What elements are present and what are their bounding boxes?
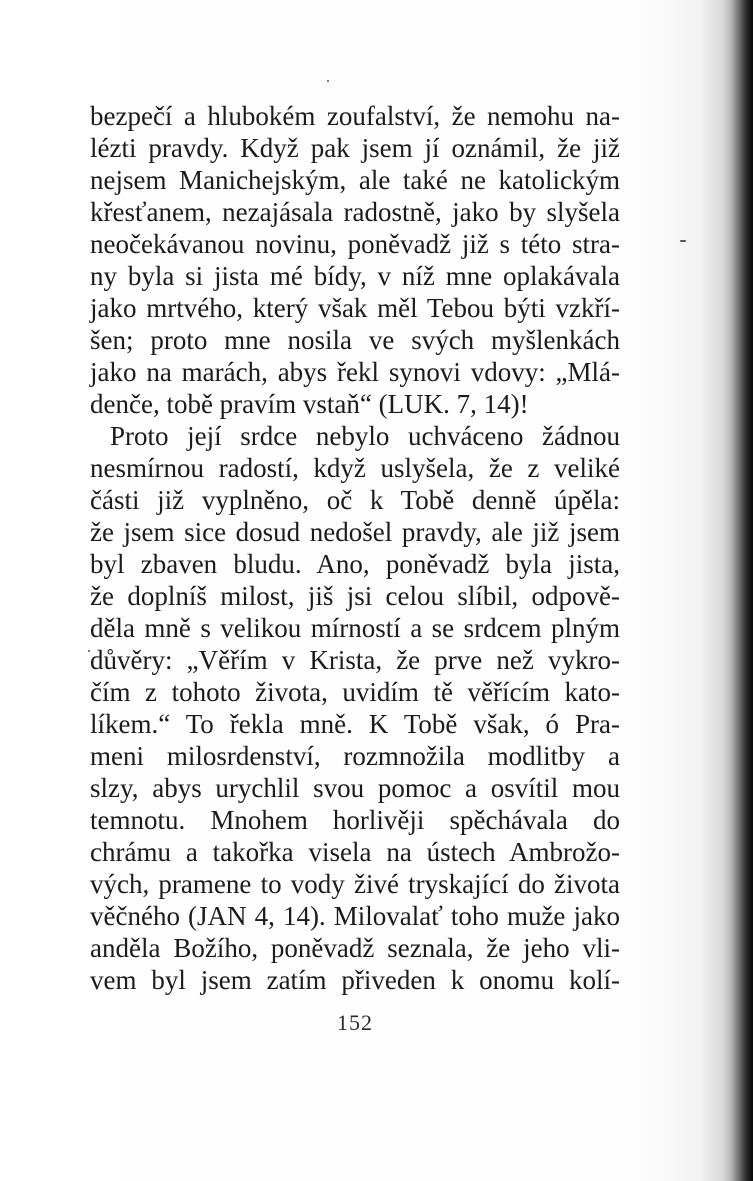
text-line: temnotu. Mnohem horlivěji spěchávala do <box>90 805 620 835</box>
text-line: důvěry: „Věřím v Krista, že prve než vykro- <box>90 645 620 675</box>
text-line: vých, pramene to vody živé tryskající do života <box>90 869 620 899</box>
text-line: nejsem Manichejským, ale také ne katolickým <box>90 165 620 195</box>
text-line: děla mně s velikou mírností a se srdcem plným <box>90 613 620 643</box>
text-line: nesmírnou radostí, když uslyšela, že z veliké <box>90 453 620 483</box>
text-line: jako na marách, abys řekl synovi vdovy: „Mlá- <box>90 357 620 387</box>
text-line: věčného (JAN 4, 14). Milovalať toho muže jako <box>90 901 620 931</box>
text-line: ny byla si jista mé bídy, v níž mne oplakávala <box>90 261 620 291</box>
text-line: čím z tohoto života, uvidím tě věřícím kato- <box>90 677 620 707</box>
paper-speck <box>88 650 90 652</box>
text-line: meni milosrdenství, rozmnožila modlitby a <box>90 741 620 771</box>
text-line: byl zbaven bludu. Ano, poněvadž byla jista, <box>90 549 620 579</box>
text-line: bezpečí a hlubokém zoufalství, že nemohu na- <box>90 101 620 131</box>
text-line: vem byl jsem zatím přiveden k onomu kolí- <box>90 965 620 995</box>
text-line: že jsem sice dosud nedošel pravdy, ale již jsem <box>90 517 620 547</box>
text-line: slzy, abys urychlil svou pomoc a osvítil mou <box>90 773 620 803</box>
text-line: Proto její srdce nebylo uchváceno žádnou <box>110 421 620 451</box>
paper-speck <box>327 80 329 82</box>
paper-speck <box>680 240 686 242</box>
text-line: že doplníš milost, jiš jsi celou slíbil, odpově- <box>90 581 620 611</box>
text-line: líkem.“ To řekla mně. K Tobě však, ó Pra- <box>90 709 620 739</box>
text-line: šen; proto mne nosila ve svých myšlenkách <box>90 325 620 355</box>
text-line: denče, tobě pravím vstaň“ (LUK. 7, 14)! <box>90 389 529 419</box>
text-line: jako mrtvého, který však měl Tebou býti vzkří- <box>90 293 620 323</box>
text-line: křesťanem, nezajásala radostně, jako by slyšela <box>90 197 620 227</box>
page-number: 152 <box>337 1010 373 1035</box>
text-line: neočekávanou novinu, poněvadž již s této stra- <box>90 229 620 259</box>
text-line: anděla Božího, poněvadž seznala, že jeho vli- <box>90 933 620 963</box>
text-line: části již vyplněno, oč k Tobě denně úpěla: <box>90 485 620 515</box>
text-line: chrámu a takořka visela na ústech Ambrožo- <box>90 837 620 867</box>
text-line: lézti pravdy. Když pak jsem jí oznámil, že již <box>90 133 620 163</box>
